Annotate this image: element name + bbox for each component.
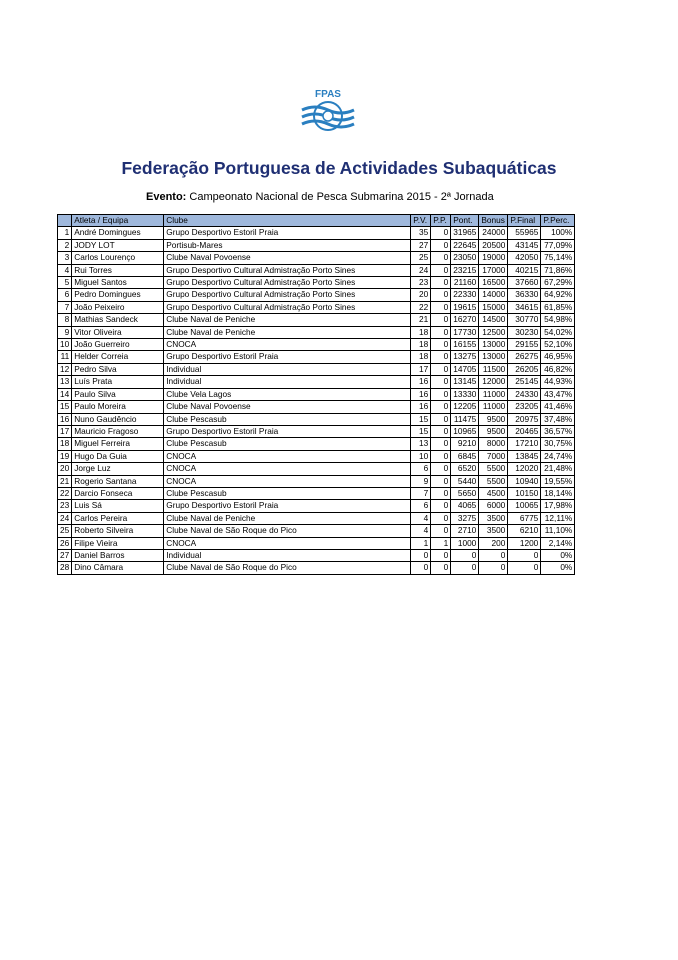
table-row xyxy=(58,289,575,301)
col-header-pp: P.P. xyxy=(431,215,451,227)
club-cell: CNOCA xyxy=(164,339,411,351)
col-header-pperc: P.Perc. xyxy=(541,215,575,227)
table-header-row xyxy=(58,215,575,227)
bonus-cell: 13000 xyxy=(479,339,508,351)
table-row xyxy=(58,500,575,512)
table-row xyxy=(58,239,575,251)
club-cell: CNOCA xyxy=(164,537,411,549)
athlete-cell: Hugo Da Guia xyxy=(72,450,164,462)
pperc-cell: 12,11% xyxy=(541,512,575,524)
bonus-cell: 12000 xyxy=(479,376,508,388)
pfinal-cell: 24330 xyxy=(508,388,541,400)
position-cell: 12 xyxy=(58,363,72,375)
athlete-cell: Rogerio Santana xyxy=(72,475,164,487)
pperc-cell: 11,10% xyxy=(541,525,575,537)
logo-text: FPAS xyxy=(315,89,341,100)
pp-cell: 0 xyxy=(431,475,451,487)
table-row xyxy=(58,363,575,375)
club-cell: Clube Naval de São Roque do Pico xyxy=(164,525,411,537)
position-cell: 6 xyxy=(58,289,72,301)
position-cell: 5 xyxy=(58,277,72,289)
results-table xyxy=(57,214,575,575)
club-cell: Grupo Desportivo Estoril Praia xyxy=(164,425,411,437)
bonus-cell: 0 xyxy=(479,549,508,561)
table-row xyxy=(58,425,575,437)
pp-cell: 0 xyxy=(431,252,451,264)
pperc-cell: 54,02% xyxy=(541,326,575,338)
col-header-pont: Pont. xyxy=(451,215,479,227)
club-cell: Clube Naval Povoense xyxy=(164,252,411,264)
club-cell: Clube Naval de Peniche xyxy=(164,326,411,338)
bonus-cell: 11000 xyxy=(479,401,508,413)
col-header-athlete: Atleta / Equipa xyxy=(72,215,164,227)
club-cell: Clube Vela Lagos xyxy=(164,388,411,400)
pfinal-cell: 6775 xyxy=(508,512,541,524)
table-row xyxy=(58,301,575,313)
club-cell: Clube Naval Povoense xyxy=(164,401,411,413)
pv-cell: 24 xyxy=(411,264,431,276)
pp-cell: 0 xyxy=(431,450,451,462)
pperc-cell: 2,14% xyxy=(541,537,575,549)
event-value: Campeonato Nacional de Pesca Submarina 2015 - 2ª Jornada xyxy=(189,191,494,203)
table-row xyxy=(58,537,575,549)
bonus-cell: 11500 xyxy=(479,363,508,375)
bonus-cell: 5500 xyxy=(479,475,508,487)
bonus-cell: 9500 xyxy=(479,413,508,425)
athlete-cell: Luis Sá xyxy=(72,500,164,512)
bonus-cell: 7000 xyxy=(479,450,508,462)
position-cell: 2 xyxy=(58,239,72,251)
pfinal-cell: 29155 xyxy=(508,339,541,351)
club-cell: Individual xyxy=(164,549,411,561)
bonus-cell: 9500 xyxy=(479,425,508,437)
club-cell: Individual xyxy=(164,376,411,388)
pperc-cell: 46,82% xyxy=(541,363,575,375)
pperc-cell: 36,57% xyxy=(541,425,575,437)
pfinal-cell: 20975 xyxy=(508,413,541,425)
athlete-cell: João Peixeiro xyxy=(72,301,164,313)
pperc-cell: 24,74% xyxy=(541,450,575,462)
pperc-cell: 41,46% xyxy=(541,401,575,413)
pont-cell: 9210 xyxy=(451,438,479,450)
pperc-cell: 61,85% xyxy=(541,301,575,313)
club-cell: Grupo Desportivo Estoril Praia xyxy=(164,351,411,363)
bonus-cell: 15000 xyxy=(479,301,508,313)
table-row xyxy=(58,512,575,524)
pfinal-cell: 36330 xyxy=(508,289,541,301)
pont-cell: 19615 xyxy=(451,301,479,313)
club-cell: Grupo Desportivo Estoril Praia xyxy=(164,227,411,239)
pv-cell: 16 xyxy=(411,376,431,388)
pv-cell: 1 xyxy=(411,537,431,549)
position-cell: 27 xyxy=(58,549,72,561)
pont-cell: 22330 xyxy=(451,289,479,301)
pv-cell: 7 xyxy=(411,487,431,499)
pp-cell: 0 xyxy=(431,512,451,524)
table-row xyxy=(58,388,575,400)
pont-cell: 13275 xyxy=(451,351,479,363)
table-row xyxy=(58,339,575,351)
pv-cell: 0 xyxy=(411,562,431,574)
pp-cell: 0 xyxy=(431,363,451,375)
table-row xyxy=(58,475,575,487)
position-cell: 14 xyxy=(58,388,72,400)
bonus-cell: 5500 xyxy=(479,463,508,475)
club-cell: Portisub-Mares xyxy=(164,239,411,251)
event-line xyxy=(146,191,494,203)
pfinal-cell: 34615 xyxy=(508,301,541,313)
bonus-cell: 12500 xyxy=(479,326,508,338)
pv-cell: 18 xyxy=(411,351,431,363)
pont-cell: 6845 xyxy=(451,450,479,462)
position-cell: 10 xyxy=(58,339,72,351)
pont-cell: 23215 xyxy=(451,264,479,276)
pv-cell: 10 xyxy=(411,450,431,462)
pont-cell: 5650 xyxy=(451,487,479,499)
position-cell: 26 xyxy=(58,537,72,549)
athlete-cell: Nuno Gaudêncio xyxy=(72,413,164,425)
pfinal-cell: 10065 xyxy=(508,500,541,512)
pperc-cell: 30,75% xyxy=(541,438,575,450)
pperc-cell: 21,48% xyxy=(541,463,575,475)
table-row xyxy=(58,438,575,450)
pfinal-cell: 26205 xyxy=(508,363,541,375)
table-row xyxy=(58,463,575,475)
pv-cell: 0 xyxy=(411,549,431,561)
col-header-club: Clube xyxy=(164,215,411,227)
pperc-cell: 19,55% xyxy=(541,475,575,487)
position-cell: 4 xyxy=(58,264,72,276)
table-row xyxy=(58,549,575,561)
pp-cell: 0 xyxy=(431,425,451,437)
position-cell: 15 xyxy=(58,401,72,413)
pfinal-cell: 30770 xyxy=(508,314,541,326)
club-cell: Clube Pescasub xyxy=(164,438,411,450)
col-header-bonus: Bonus xyxy=(479,215,508,227)
pperc-cell: 17,98% xyxy=(541,500,575,512)
position-cell: 19 xyxy=(58,450,72,462)
pont-cell: 1000 xyxy=(451,537,479,549)
pv-cell: 20 xyxy=(411,289,431,301)
pfinal-cell: 43145 xyxy=(508,239,541,251)
position-cell: 25 xyxy=(58,525,72,537)
pv-cell: 6 xyxy=(411,500,431,512)
athlete-cell: Miguel Santos xyxy=(72,277,164,289)
athlete-cell: Carlos Pereira xyxy=(72,512,164,524)
table-row xyxy=(58,487,575,499)
position-cell: 1 xyxy=(58,227,72,239)
bonus-cell: 14500 xyxy=(479,314,508,326)
pp-cell: 0 xyxy=(431,376,451,388)
pv-cell: 21 xyxy=(411,314,431,326)
pfinal-cell: 0 xyxy=(508,549,541,561)
position-cell: 17 xyxy=(58,425,72,437)
athlete-cell: André Domingues xyxy=(72,227,164,239)
athlete-cell: Dino Câmara xyxy=(72,562,164,574)
pont-cell: 13145 xyxy=(451,376,479,388)
pp-cell: 0 xyxy=(431,487,451,499)
table-row xyxy=(58,450,575,462)
athlete-cell: Luís Prata xyxy=(72,376,164,388)
pperc-cell: 77,09% xyxy=(541,239,575,251)
club-cell: Individual xyxy=(164,363,411,375)
table-row xyxy=(58,525,575,537)
club-cell: CNOCA xyxy=(164,475,411,487)
pont-cell: 22645 xyxy=(451,239,479,251)
pp-cell: 0 xyxy=(431,239,451,251)
athlete-cell: Mathias Sandeck xyxy=(72,314,164,326)
pperc-cell: 0% xyxy=(541,562,575,574)
athlete-cell: Roberto Silveira xyxy=(72,525,164,537)
bonus-cell: 3500 xyxy=(479,525,508,537)
pperc-cell: 64,92% xyxy=(541,289,575,301)
pfinal-cell: 23205 xyxy=(508,401,541,413)
pfinal-cell: 55965 xyxy=(508,227,541,239)
position-cell: 13 xyxy=(58,376,72,388)
bonus-cell: 200 xyxy=(479,537,508,549)
bonus-cell: 6000 xyxy=(479,500,508,512)
pv-cell: 15 xyxy=(411,425,431,437)
pv-cell: 15 xyxy=(411,413,431,425)
pont-cell: 11475 xyxy=(451,413,479,425)
pp-cell: 0 xyxy=(431,314,451,326)
pont-cell: 16155 xyxy=(451,339,479,351)
pv-cell: 23 xyxy=(411,277,431,289)
club-cell: CNOCA xyxy=(164,450,411,462)
pfinal-cell: 1200 xyxy=(508,537,541,549)
pp-cell: 0 xyxy=(431,500,451,512)
athlete-cell: Carlos Lourenço xyxy=(72,252,164,264)
pont-cell: 2710 xyxy=(451,525,479,537)
pont-cell: 12205 xyxy=(451,401,479,413)
club-cell: Clube Naval de Peniche xyxy=(164,512,411,524)
athlete-cell: Helder Correia xyxy=(72,351,164,363)
page-title: Federação Portuguesa de Actividades Subaquáticas xyxy=(121,158,557,178)
position-cell: 18 xyxy=(58,438,72,450)
pp-cell: 0 xyxy=(431,549,451,561)
pv-cell: 4 xyxy=(411,512,431,524)
athlete-cell: Daniel Barros xyxy=(72,549,164,561)
pperc-cell: 43,47% xyxy=(541,388,575,400)
athlete-cell: Darcio Fonseca xyxy=(72,487,164,499)
pp-cell: 0 xyxy=(431,463,451,475)
pv-cell: 25 xyxy=(411,252,431,264)
position-cell: 3 xyxy=(58,252,72,264)
pp-cell: 0 xyxy=(431,326,451,338)
athlete-cell: Paulo Silva xyxy=(72,388,164,400)
position-cell: 21 xyxy=(58,475,72,487)
pp-cell: 0 xyxy=(431,388,451,400)
athlete-cell: Jorge Luz xyxy=(72,463,164,475)
pp-cell: 0 xyxy=(431,413,451,425)
pfinal-cell: 10940 xyxy=(508,475,541,487)
athlete-cell: Pedro Silva xyxy=(72,363,164,375)
pfinal-cell: 20465 xyxy=(508,425,541,437)
position-cell: 24 xyxy=(58,512,72,524)
bonus-cell: 24000 xyxy=(479,227,508,239)
position-cell: 8 xyxy=(58,314,72,326)
position-cell: 11 xyxy=(58,351,72,363)
pv-cell: 16 xyxy=(411,401,431,413)
bonus-cell: 17000 xyxy=(479,264,508,276)
pv-cell: 22 xyxy=(411,301,431,313)
pfinal-cell: 26275 xyxy=(508,351,541,363)
club-cell: Clube Pescasub xyxy=(164,487,411,499)
pperc-cell: 18,14% xyxy=(541,487,575,499)
pfinal-cell: 42050 xyxy=(508,252,541,264)
fpas-logo xyxy=(298,86,358,136)
pp-cell: 0 xyxy=(431,301,451,313)
table-row xyxy=(58,264,575,276)
pont-cell: 13330 xyxy=(451,388,479,400)
pv-cell: 18 xyxy=(411,339,431,351)
bonus-cell: 8000 xyxy=(479,438,508,450)
pfinal-cell: 10150 xyxy=(508,487,541,499)
club-cell: Clube Naval de São Roque do Pico xyxy=(164,562,411,574)
pp-cell: 0 xyxy=(431,289,451,301)
athlete-cell: Mauricio Fragoso xyxy=(72,425,164,437)
pfinal-cell: 25145 xyxy=(508,376,541,388)
col-header-pfinal: P.Final xyxy=(508,215,541,227)
athlete-cell: JODY LOT xyxy=(72,239,164,251)
pperc-cell: 71,86% xyxy=(541,264,575,276)
athlete-cell: João Guerreiro xyxy=(72,339,164,351)
pfinal-cell: 40215 xyxy=(508,264,541,276)
pont-cell: 5440 xyxy=(451,475,479,487)
club-cell: Grupo Desportivo Cultural Admistração Porto Sines xyxy=(164,264,411,276)
table-row xyxy=(58,326,575,338)
pp-cell: 0 xyxy=(431,438,451,450)
pont-cell: 17730 xyxy=(451,326,479,338)
position-cell: 23 xyxy=(58,500,72,512)
pont-cell: 16270 xyxy=(451,314,479,326)
pperc-cell: 37,48% xyxy=(541,413,575,425)
club-cell: CNOCA xyxy=(164,463,411,475)
bonus-cell: 3500 xyxy=(479,512,508,524)
pp-cell: 0 xyxy=(431,351,451,363)
table-row xyxy=(58,314,575,326)
athlete-cell: Pedro Domingues xyxy=(72,289,164,301)
table-row xyxy=(58,376,575,388)
position-cell: 9 xyxy=(58,326,72,338)
col-header-pv: P.V. xyxy=(411,215,431,227)
bonus-cell: 13000 xyxy=(479,351,508,363)
pfinal-cell: 30230 xyxy=(508,326,541,338)
pont-cell: 23050 xyxy=(451,252,479,264)
pv-cell: 13 xyxy=(411,438,431,450)
pp-cell: 0 xyxy=(431,277,451,289)
pperc-cell: 52,10% xyxy=(541,339,575,351)
bonus-cell: 11000 xyxy=(479,388,508,400)
club-cell: Grupo Desportivo Cultural Admistração Porto Sines xyxy=(164,301,411,313)
pv-cell: 4 xyxy=(411,525,431,537)
pv-cell: 6 xyxy=(411,463,431,475)
club-cell: Clube Pescasub xyxy=(164,413,411,425)
pperc-cell: 44,93% xyxy=(541,376,575,388)
col-header-position xyxy=(58,215,72,227)
pp-cell: 1 xyxy=(431,537,451,549)
pp-cell: 0 xyxy=(431,401,451,413)
club-cell: Grupo Desportivo Cultural Admistração Porto Sines xyxy=(164,289,411,301)
athlete-cell: Miguel Ferreira xyxy=(72,438,164,450)
pperc-cell: 46,95% xyxy=(541,351,575,363)
position-cell: 7 xyxy=(58,301,72,313)
pfinal-cell: 13845 xyxy=(508,450,541,462)
bonus-cell: 16500 xyxy=(479,277,508,289)
pperc-cell: 67,29% xyxy=(541,277,575,289)
table-row xyxy=(58,413,575,425)
pont-cell: 31965 xyxy=(451,227,479,239)
position-cell: 16 xyxy=(58,413,72,425)
results-body xyxy=(58,227,575,574)
club-cell: Clube Naval de Peniche xyxy=(164,314,411,326)
fpas-emblem-icon xyxy=(298,86,358,136)
athlete-cell: Rui Torres xyxy=(72,264,164,276)
pperc-cell: 0% xyxy=(541,549,575,561)
table-row xyxy=(58,252,575,264)
pont-cell: 0 xyxy=(451,549,479,561)
event-label: Evento: xyxy=(146,191,187,203)
athlete-cell: Filipe Vieira xyxy=(72,537,164,549)
pp-cell: 0 xyxy=(431,264,451,276)
position-cell: 22 xyxy=(58,487,72,499)
bonus-cell: 4500 xyxy=(479,487,508,499)
position-cell: 20 xyxy=(58,463,72,475)
pont-cell: 6520 xyxy=(451,463,479,475)
table-row xyxy=(58,401,575,413)
pv-cell: 17 xyxy=(411,363,431,375)
pont-cell: 10965 xyxy=(451,425,479,437)
pont-cell: 21160 xyxy=(451,277,479,289)
pfinal-cell: 6210 xyxy=(508,525,541,537)
pfinal-cell: 12020 xyxy=(508,463,541,475)
athlete-cell: Vitor Oliveira xyxy=(72,326,164,338)
pont-cell: 3275 xyxy=(451,512,479,524)
pont-cell: 0 xyxy=(451,562,479,574)
pv-cell: 27 xyxy=(411,239,431,251)
pfinal-cell: 17210 xyxy=(508,438,541,450)
pv-cell: 9 xyxy=(411,475,431,487)
athlete-cell: Paulo Moreira xyxy=(72,401,164,413)
table-row xyxy=(58,227,575,239)
pont-cell: 14705 xyxy=(451,363,479,375)
table-row xyxy=(58,562,575,574)
bonus-cell: 19000 xyxy=(479,252,508,264)
pp-cell: 0 xyxy=(431,227,451,239)
bonus-cell: 0 xyxy=(479,562,508,574)
pperc-cell: 100% xyxy=(541,227,575,239)
table-row xyxy=(58,351,575,363)
bonus-cell: 14000 xyxy=(479,289,508,301)
table-row xyxy=(58,277,575,289)
pont-cell: 4065 xyxy=(451,500,479,512)
club-cell: Grupo Desportivo Cultural Admistração Porto Sines xyxy=(164,277,411,289)
position-cell: 28 xyxy=(58,562,72,574)
club-cell: Grupo Desportivo Estoril Praia xyxy=(164,500,411,512)
pv-cell: 35 xyxy=(411,227,431,239)
pfinal-cell: 0 xyxy=(508,562,541,574)
pv-cell: 16 xyxy=(411,388,431,400)
bonus-cell: 20500 xyxy=(479,239,508,251)
pp-cell: 0 xyxy=(431,339,451,351)
pfinal-cell: 37660 xyxy=(508,277,541,289)
pp-cell: 0 xyxy=(431,562,451,574)
pperc-cell: 54,98% xyxy=(541,314,575,326)
pp-cell: 0 xyxy=(431,525,451,537)
pv-cell: 18 xyxy=(411,326,431,338)
pperc-cell: 75,14% xyxy=(541,252,575,264)
